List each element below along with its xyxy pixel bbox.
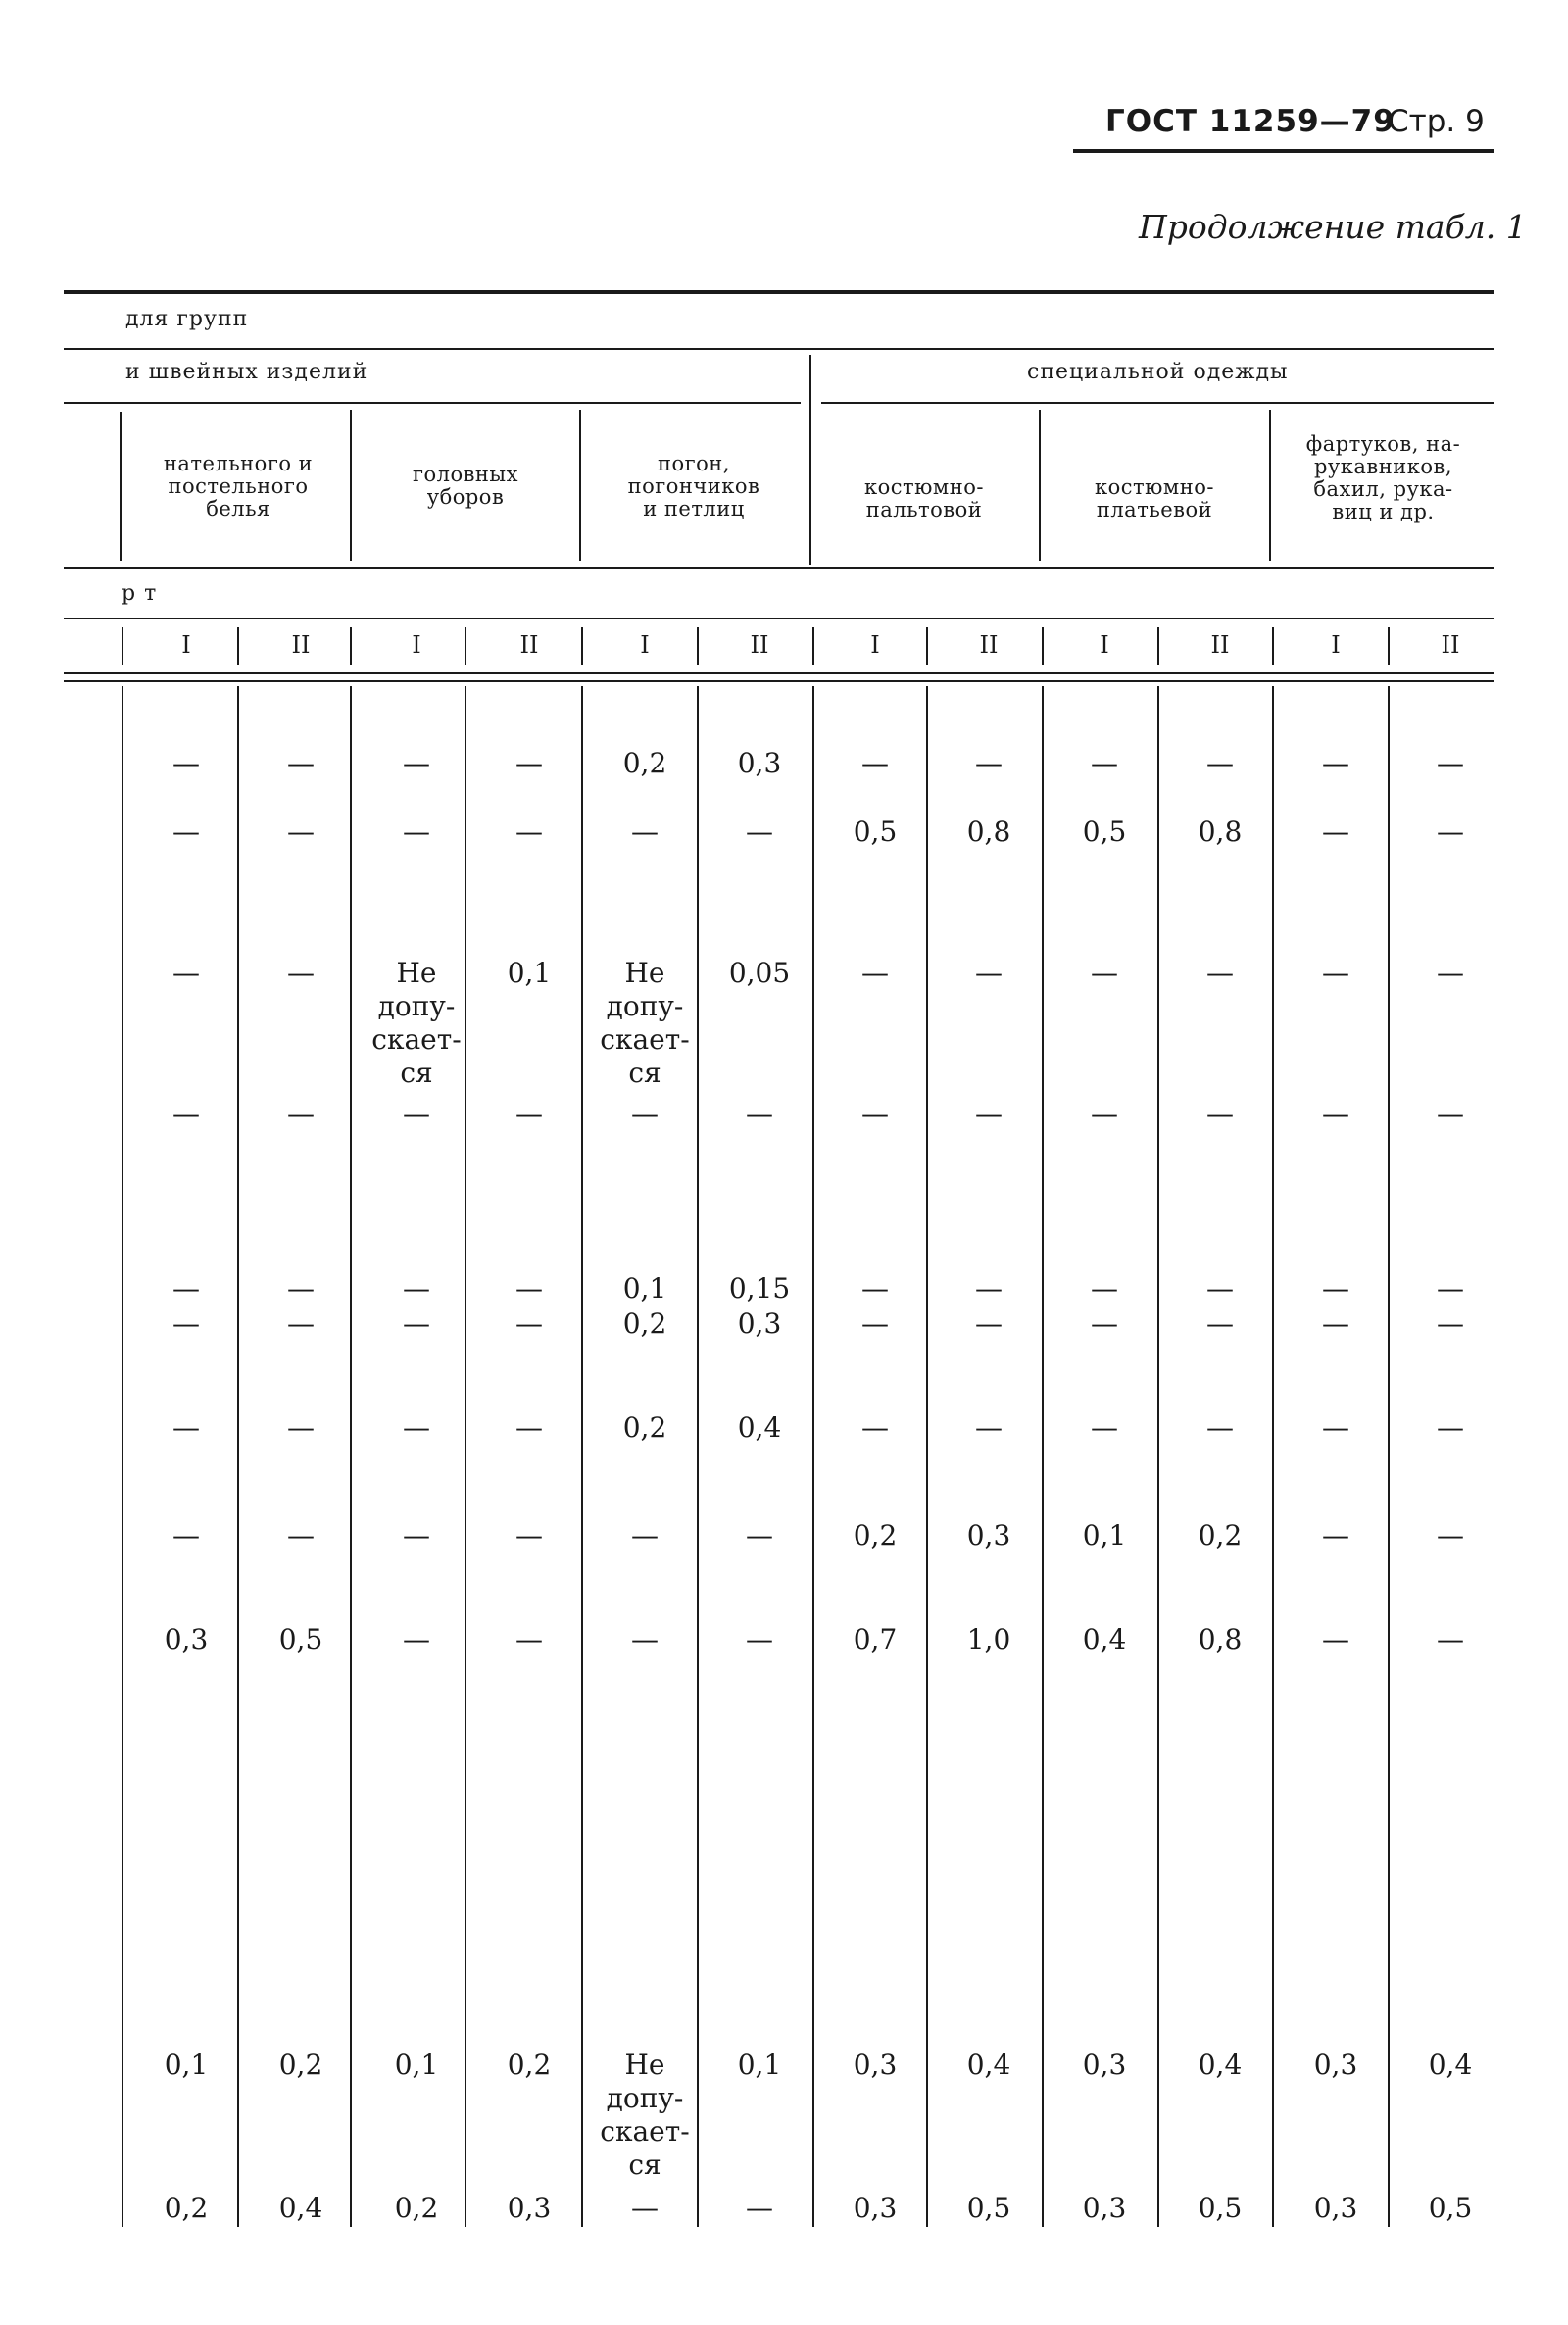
table-cell: Не допу- скает- ся	[600, 957, 690, 1089]
body-column-line	[581, 686, 583, 2227]
body-column-line	[1042, 686, 1044, 2227]
table-cell: 0,1	[394, 2049, 439, 2081]
header-garments-label: и швейных изделий	[125, 360, 368, 384]
table-cell: —	[515, 1411, 543, 1444]
table-cell: —	[746, 1519, 773, 1552]
table-cell: 0,4	[1082, 1623, 1127, 1656]
table-cell: 0,1	[1082, 1519, 1127, 1552]
table-cell: —	[403, 816, 430, 848]
table-cell: 0,1	[507, 957, 552, 989]
table-cell: 0,3	[164, 1623, 209, 1656]
table-cell: —	[287, 816, 315, 848]
table-cell: —	[1091, 1308, 1118, 1340]
table-cell: 0,3	[853, 2049, 898, 2081]
table-cell: —	[287, 1308, 315, 1340]
header-double-rule-b	[64, 680, 1494, 682]
table-cell: 0,7	[853, 1623, 898, 1656]
table-cell: —	[1206, 957, 1234, 989]
table-cell: —	[861, 1308, 889, 1340]
table-cell: 0,4	[966, 2049, 1011, 2081]
table-cell: 0,2	[622, 1411, 667, 1444]
group-sep-4	[1039, 410, 1041, 561]
table-cell: —	[1437, 747, 1464, 779]
table-cell: —	[515, 1519, 543, 1552]
table-cell: —	[403, 1308, 430, 1340]
table-cell: —	[746, 1623, 773, 1656]
page-header-page: Стр. 9	[1388, 104, 1485, 139]
sub-header-cell: I	[870, 631, 880, 659]
table-cell: 0,2	[164, 2192, 209, 2224]
table-cell: —	[287, 747, 315, 779]
table-cell: —	[1206, 1098, 1234, 1130]
table-cell: —	[1322, 816, 1349, 848]
sub-header-cell: I	[1331, 631, 1341, 659]
body-column-line	[122, 686, 123, 2227]
table-cell: —	[287, 1519, 315, 1552]
table-cell: 0,5	[853, 816, 898, 848]
table-cell: 0,1	[622, 1272, 667, 1305]
table-cell: 0,3	[1313, 2192, 1358, 2224]
table-cell: —	[172, 816, 200, 848]
table-cell: 0,4	[1428, 2049, 1473, 2081]
table-cell: —	[515, 747, 543, 779]
table-cell: 0,8	[1198, 816, 1243, 848]
table-cell: 0,2	[622, 1308, 667, 1340]
table-cell: —	[1091, 1272, 1118, 1305]
table-cell: —	[1091, 747, 1118, 779]
column-group-suit-dress: костюмно- платьевой	[1095, 475, 1214, 521]
table-cell: —	[975, 1308, 1003, 1340]
table-cell: —	[1437, 816, 1464, 848]
table-cell: —	[1206, 747, 1234, 779]
table-cell: —	[631, 1098, 659, 1130]
body-column-line	[1388, 686, 1390, 2227]
body-column-line	[350, 686, 352, 2227]
table-cell: —	[631, 816, 659, 848]
table-cell: —	[403, 1098, 430, 1130]
table-cell: —	[631, 1623, 659, 1656]
table-cell: —	[1437, 1098, 1464, 1130]
table-cell: —	[1322, 1411, 1349, 1444]
table-cell: 0,5	[1082, 816, 1127, 848]
body-column-line	[697, 686, 699, 2227]
table-cell: 0,3	[1082, 2192, 1127, 2224]
table-cell: 0,3	[966, 1519, 1011, 1552]
table-cell: 0,15	[728, 1272, 791, 1305]
table-cell: —	[172, 1519, 200, 1552]
table-cell: —	[403, 1411, 430, 1444]
sub-header-cell: I	[412, 631, 421, 659]
table-cell: —	[515, 1623, 543, 1656]
table-cell: —	[1437, 1623, 1464, 1656]
table-cell: —	[172, 1411, 200, 1444]
table-cell: —	[403, 747, 430, 779]
table-cell: 0,3	[737, 747, 782, 779]
body-column-line	[812, 686, 814, 2227]
table-cell: —	[403, 1623, 430, 1656]
body-column-line	[926, 686, 928, 2227]
header-divider-1	[64, 348, 1494, 350]
table-cell: —	[631, 2192, 659, 2224]
table-cell: 0,3	[1082, 2049, 1127, 2081]
header-rule	[1073, 149, 1494, 153]
table-cell: —	[403, 1272, 430, 1305]
table-cell: 0,3	[853, 2192, 898, 2224]
sub-header-cell: I	[181, 631, 191, 659]
table-cell: —	[172, 1098, 200, 1130]
table-cell: 0,5	[966, 2192, 1011, 2224]
sub-header-separator	[581, 627, 583, 665]
column-group-underwear: нательного и постельного белья	[163, 452, 314, 520]
sub-header-separator	[812, 627, 814, 665]
table-cell: —	[861, 747, 889, 779]
table-cell: —	[861, 1098, 889, 1130]
body-column-line	[1157, 686, 1159, 2227]
table-cell: —	[1437, 1272, 1464, 1305]
table-cell: —	[1206, 1411, 1234, 1444]
body-column-line	[465, 686, 466, 2227]
table-cell: 0,2	[853, 1519, 898, 1552]
page-header-code: ГОСТ 11259—79	[1105, 104, 1396, 139]
table-cell: —	[631, 1519, 659, 1552]
table-cell: Не допу- скает- ся	[371, 957, 462, 1089]
table-cell: —	[287, 1411, 315, 1444]
table-cell: —	[1322, 957, 1349, 989]
sort-label: р т	[122, 581, 158, 606]
table-cell: —	[172, 747, 200, 779]
sub-header-separator	[1042, 627, 1044, 665]
header-divider-4	[64, 618, 1494, 619]
table-cell: 0,3	[737, 1308, 782, 1340]
column-group-headwear: головных уборов	[412, 463, 518, 509]
header-divider-2-left	[64, 402, 801, 404]
table-cell: 1,0	[966, 1623, 1011, 1656]
sub-header-cell: II	[519, 631, 539, 659]
table-cell: —	[975, 1411, 1003, 1444]
table-cell: —	[1091, 957, 1118, 989]
table-cell: —	[515, 1308, 543, 1340]
table-cell: —	[172, 1308, 200, 1340]
table-cell: —	[746, 2192, 773, 2224]
table-cell: 0,2	[278, 2049, 323, 2081]
table-cell: 0,3	[1313, 2049, 1358, 2081]
header-double-rule-a	[64, 672, 1494, 674]
sub-header-separator	[237, 627, 239, 665]
column-group-aprons: фартуков, на- рукавников, бахил, рука- виц и др.	[1305, 432, 1461, 523]
table-cell: 0,8	[966, 816, 1011, 848]
table-cell: —	[515, 1272, 543, 1305]
sub-header-cell: II	[1210, 631, 1230, 659]
sub-header-cell: I	[640, 631, 650, 659]
table-cell: —	[1206, 1308, 1234, 1340]
table-cell: 0,3	[507, 2192, 552, 2224]
table-cell: —	[1322, 1308, 1349, 1340]
table-cell: —	[1437, 1411, 1464, 1444]
sub-header-cell: I	[1100, 631, 1109, 659]
sub-header-cell: II	[1441, 631, 1460, 659]
sub-header-cell: II	[750, 631, 769, 659]
table-cell: 0,2	[394, 2192, 439, 2224]
header-special-clothing-label: специальной одежды	[1027, 360, 1289, 384]
sub-header-separator	[1272, 627, 1274, 665]
table-cell: —	[515, 816, 543, 848]
table-cell: —	[1322, 1098, 1349, 1130]
header-divider-3	[64, 567, 1494, 569]
column-group-suit-coat: костюмно- пальтовой	[864, 475, 984, 521]
body-column-line	[1272, 686, 1274, 2227]
table-cell: 0,2	[507, 2049, 552, 2081]
table-cell: —	[861, 1411, 889, 1444]
header-divider-2-right	[821, 402, 1494, 404]
table-cell: —	[1322, 747, 1349, 779]
column-group-epaulets: погон, погончиков и петлиц	[627, 452, 760, 520]
sub-header-separator	[697, 627, 699, 665]
group-sep-0	[120, 412, 122, 561]
sub-header-separator	[926, 627, 928, 665]
table-cell: —	[1322, 1519, 1349, 1552]
table-cell: 0,05	[728, 957, 791, 989]
table-cell: 0,1	[737, 2049, 782, 2081]
table-cell: —	[172, 957, 200, 989]
sub-header-cell: II	[291, 631, 311, 659]
sub-header-separator	[1388, 627, 1390, 665]
table-cell: 0,5	[1428, 2192, 1473, 2224]
table-cell: —	[861, 957, 889, 989]
table-cell: —	[975, 957, 1003, 989]
table-cell: —	[403, 1519, 430, 1552]
table-cell: —	[1091, 1098, 1118, 1130]
body-column-line	[237, 686, 239, 2227]
table-cell: —	[975, 1272, 1003, 1305]
group-sep-1	[350, 410, 352, 561]
table-cell: —	[746, 816, 773, 848]
table-cell: —	[1437, 957, 1464, 989]
table-cell: 0,4	[278, 2192, 323, 2224]
table-cell: —	[1206, 1272, 1234, 1305]
table-cell: —	[287, 1098, 315, 1130]
table-cell: 0,4	[737, 1411, 782, 1444]
continuation-label: Продолжение табл. 1	[1139, 208, 1527, 246]
table-cell: —	[515, 1098, 543, 1130]
group-sep-2	[579, 410, 581, 561]
table-cell: —	[287, 957, 315, 989]
table-cell: 0,4	[1198, 2049, 1243, 2081]
table-cell: Не допу- скает- ся	[600, 2049, 690, 2181]
table-cell: —	[975, 1098, 1003, 1130]
table-cell: 0,1	[164, 2049, 209, 2081]
table-cell: —	[1322, 1272, 1349, 1305]
table-cell: —	[746, 1098, 773, 1130]
sub-header-cell: II	[979, 631, 999, 659]
table-top-rule	[64, 290, 1494, 294]
table-cell: —	[975, 747, 1003, 779]
table-cell: 0,5	[1198, 2192, 1243, 2224]
table-cell: 0,5	[278, 1623, 323, 1656]
sub-header-separator	[350, 627, 352, 665]
sub-header-separator	[122, 627, 123, 665]
table-cell: 0,2	[1198, 1519, 1243, 1552]
table-cell: —	[861, 1272, 889, 1305]
table-cell: —	[1322, 1623, 1349, 1656]
table-cell: 0,8	[1198, 1623, 1243, 1656]
header-groups-label: для групп	[125, 307, 249, 331]
table-cell: 0,2	[622, 747, 667, 779]
group-sep-5	[1269, 410, 1271, 561]
table-cell: —	[1437, 1519, 1464, 1552]
table-cell: —	[1091, 1411, 1118, 1444]
sub-header-separator	[1157, 627, 1159, 665]
table-cell: —	[287, 1272, 315, 1305]
header-group-separator	[809, 355, 811, 565]
table-cell: —	[172, 1272, 200, 1305]
table-cell: —	[1437, 1308, 1464, 1340]
